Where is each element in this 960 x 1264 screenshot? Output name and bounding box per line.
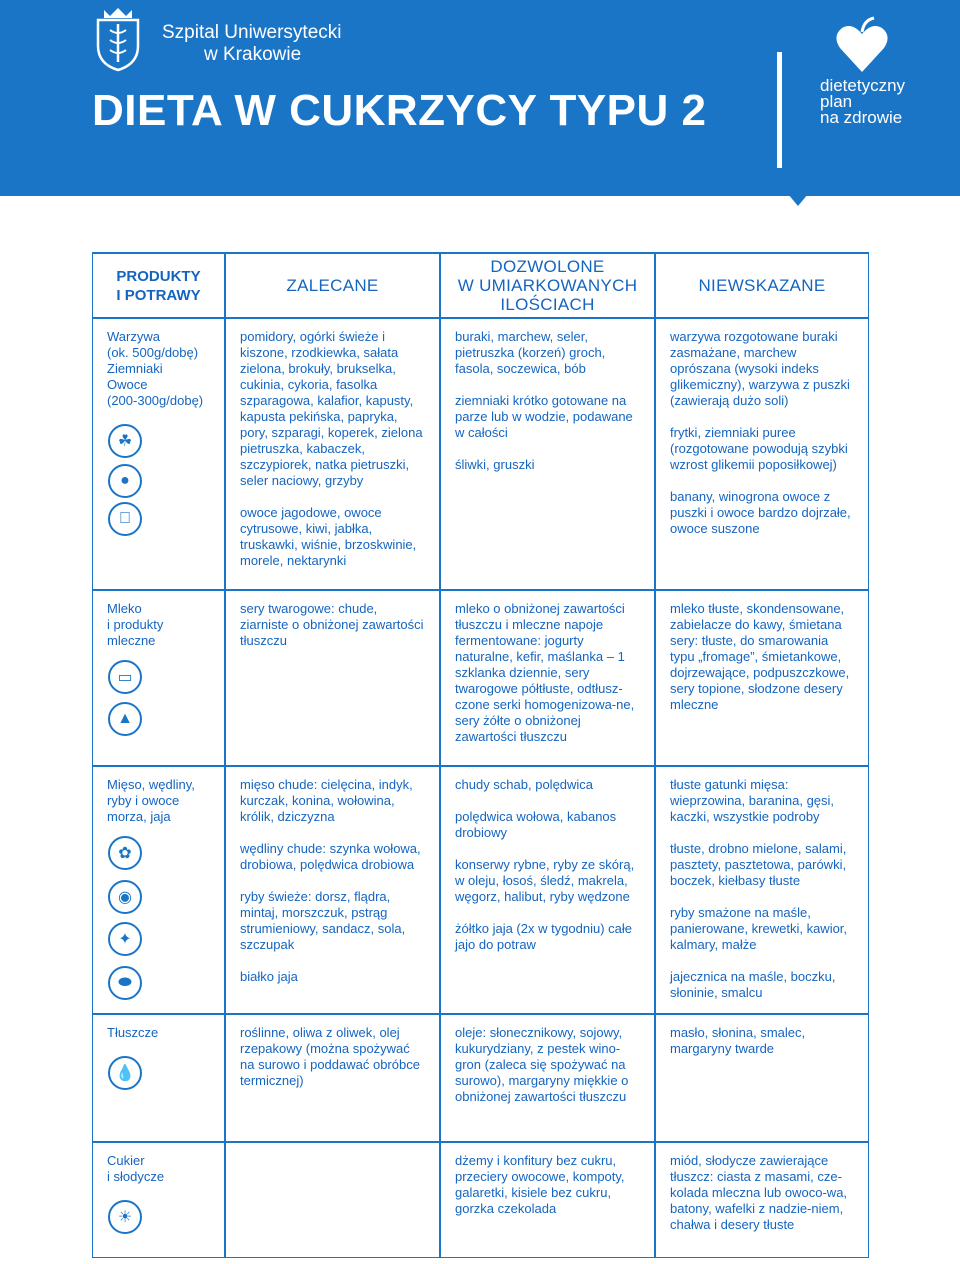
row-veg-mod-2: ziemniaki krótko gotowane na parze lub w wodzie, podawane w całości (455, 393, 633, 440)
row-veg-cat-l4: Owoce (107, 377, 148, 392)
row-sweet-not-recommended (655, 1142, 869, 1258)
row-sweet-moderate (440, 1142, 655, 1258)
row-dairy-cat-l3: mleczne (107, 633, 156, 648)
hospital-name-line2: w Krakowie (204, 44, 302, 65)
divider (777, 52, 782, 168)
row-sweet-cat-l1: Cukier (107, 1153, 145, 1168)
sweets-icon: ☀ (108, 1200, 142, 1234)
row-veg-recommended (225, 318, 440, 590)
milk-bottle-icon: ▭ (108, 660, 142, 694)
col-header-products-l1: PRODUKTY (116, 267, 201, 285)
row-fat-mod-1: oleje: słonecznikowy, sojowy, kukurydziany, z pestek wino-gron (zaleca się spożywać na surowo), margaryny miękkie o obniżonej zawartości tłuszczu (455, 1025, 629, 1104)
row-fat-rec-1: roślinne, oliwa z oliwek, olej rzepakowy (można spożywać na surowo i poddawać obróbce termicznej) (240, 1025, 420, 1088)
row-fat-moderate (440, 1014, 655, 1142)
hospital-name-line1: Szpital Uniwersytecki (162, 22, 342, 43)
hospital-crest-logo (90, 6, 146, 72)
row-meat-rec-2: wędliny chude: szynka wołowa, drobiowa, polędwica drobiowa (240, 841, 421, 872)
hospital-name (162, 22, 342, 66)
row-meat-mod-1: chudy schab, polędwica (455, 777, 594, 792)
row-veg-no-2: frytki, ziemniaki puree (rozgotowane powodują szybki wzrost glikemii poposiłkowej) (670, 425, 848, 472)
col-header-products (92, 252, 225, 318)
row-veg-mod-1: buraki, marchew, seler, pietruszka (korzeń) groch, fasola, soczewica, bób (455, 329, 606, 376)
row-fat-cat-l1: Tłuszcze (107, 1025, 159, 1040)
row-fat-not-recommended (655, 1014, 869, 1142)
apple-icon (108, 502, 142, 536)
row-sweet-recommended (225, 1142, 440, 1258)
col-header-recommended-label: ZALECANE (286, 276, 379, 295)
row-veg-category (92, 318, 225, 590)
row-meat-not-recommended (655, 766, 869, 1014)
row-veg-cat-l1: Warzywa (107, 329, 160, 344)
row-dairy-not-recommended (655, 590, 869, 766)
row-dairy-recommended (225, 590, 440, 766)
row-dairy-moderate (440, 590, 655, 766)
row-veg-mod-3: śliwki, gruszki (455, 457, 535, 472)
row-veg-rec-fruits: owoce jagodowe, owoce cytrusowe, kiwi, jabłka, truskawki, wiśnie, brzoskwinie, morele, nektarynki (240, 505, 417, 568)
heart-apple-icon (834, 14, 890, 74)
row-fat-recommended (225, 1014, 440, 1142)
row-meat-recommended (225, 766, 440, 1014)
egg-icon: ⬬ (108, 966, 142, 1000)
row-meat-moderate (440, 766, 655, 1014)
row-sweet-cat-l2: i słodycze (107, 1169, 165, 1184)
row-veg-rec-vegetables: pomidory, ogórki świeże i kiszone, rzodkiewka, sałata zielona, brokuły, brukselka, cukinia, cykoria, fasolka szparagowa, kalafior, kapusty, kapusta pekińska, papryka, pory, szparagi, koperek, zielona pietruszka, kabaczek, szczypiorek, natka pietruszki, seler naciowy, grzyby (240, 329, 423, 488)
row-veg-moderate (440, 318, 655, 590)
row-dairy-no-1: mleko tłuste, skondensowane, zabielacze do kawy, śmietana sery: tłuste, do smarowania typu „fromage”, śmietankowe, dojrzewające, podpuszczkowe, sery topione, słodzone desery mleczne (670, 601, 850, 712)
row-meat-mod-4: żółtko jaja (2x w tygodniu) całe jajo do potraw (455, 921, 633, 952)
row-meat-rec-4: białko jaja (240, 969, 298, 984)
header-banner (0, 0, 960, 196)
col-header-moderate-l2: W UMIARKOWANYCH (457, 276, 638, 295)
row-sweet-mod-1: dżemy i konfitury bez cukru, przeciery owocowe, kompoty, galaretki, kisiele bez cukru, gorzka czekolada (455, 1153, 625, 1216)
row-dairy-cat-l2: i produkty (107, 617, 164, 632)
page-title: DIETA W CUKRZYCY TYPU 2 (92, 86, 707, 135)
row-veg-cat-l3: Ziemniaki (107, 361, 163, 376)
header-notch (788, 194, 808, 206)
row-meat-mod-3: konserwy rybne, ryby ze skórą, w oleju, łosoś, śledź, makrela, węgorz, halibut, ryby wędzone (455, 857, 635, 904)
row-veg-no-1: warzywa rozgotowane buraki zasmażane, marchew oprószana (wysoki indeks glikemiczny), warzywa z puszki (zawierają dużo soli) (670, 329, 850, 408)
brand-line3: na zdrowie (820, 108, 903, 127)
row-meat-rec-3: ryby świeże: dorsz, flądra, mintaj, morszczuk, pstrąg strumieniowy, sandacz, sola, szczupak (240, 889, 406, 952)
col-header-moderate-l3: ILOŚCIACH (500, 295, 595, 314)
row-meat-cat-l1: Mięso, wędliny, (107, 777, 195, 792)
col-header-products-l2: I POTRAWY (116, 286, 201, 304)
row-dairy-mod-1: mleko o obniżonej zawartości tłuszczu i mleczne napoje fermentowane: jogurty naturalne, kefir, maślanka – 1 szklanka dziennie, sery twarogowe półtłuste, odtłusz-czone serki homogenizowa-ne, sery żółte o obniżonej zawartości tłuszczu (455, 601, 635, 744)
col-header-moderate-l1: DOZWOLONE (490, 257, 605, 276)
brand-logo-text (820, 78, 905, 126)
row-veg-cat-l2: (ok. 500g/dobę) (107, 345, 199, 360)
row-meat-no-2: tłuste, drobno mielone, salami, pasztety, pasztetowa, parówki, boczek, kiełbasy tłuste (670, 841, 847, 888)
col-header-not-recommended (655, 252, 869, 318)
row-meat-rec-1: mięso chude: cielęcina, indyk, kurczak, konina, wołowina, królik, dziczyzna (240, 777, 413, 824)
row-veg-cat-l5: (200-300g/dobę) (107, 393, 204, 408)
row-meat-mod-2: polędwica wołowa, kabanos drobiowy (455, 809, 617, 840)
brand-line2: plan (820, 92, 853, 111)
vegetable-icon: ☘ (108, 424, 142, 458)
brand-line1: dietetyczny (820, 76, 906, 95)
cheese-icon: ▲ (108, 702, 142, 736)
row-meat-cat-l2: ryby i owoce (107, 793, 180, 808)
col-header-recommended (225, 252, 440, 318)
row-sweet-category (92, 1142, 225, 1258)
row-veg-no-3: banany, winogrona owoce z puszki i owoce bardzo dojrzałe, owoce suszone (670, 489, 851, 536)
chicken-icon: ✿ (108, 836, 142, 870)
sausage-icon: ◉ (108, 880, 142, 914)
potato-icon: ● (108, 464, 142, 498)
row-fat-no-1: masło, słonina, smalec, margaryny twarde (670, 1025, 806, 1056)
row-dairy-cat-l1: Mleko (107, 601, 142, 616)
row-meat-cat-l3: morza, jaja (107, 809, 171, 824)
col-header-not-recommended-label: NIEWSKAZANE (698, 276, 826, 295)
row-meat-no-1: tłuste gatunki mięsa: wieprzowina, baranina, gęsi, kaczki, wszystkie podroby (670, 777, 835, 824)
row-meat-no-4: jajecznica na maśle, boczku, słoninie, smalcu (670, 969, 836, 1000)
col-header-moderate (440, 252, 655, 318)
row-sweet-no-1: miód, słodycze zawierające tłuszcz: ciasta z masami, cze-kolada mleczna lub owoco-wa, batony, wafelki z nadzie-niem, chałwa i desery tłuste (670, 1153, 848, 1232)
oil-drop-icon: 💧 (108, 1056, 142, 1090)
row-veg-not-recommended (655, 318, 869, 590)
row-dairy-rec-1: sery twarogowe: chude, ziarniste o obniżonej zawartości tłuszczu (240, 601, 424, 648)
fish-icon: ✦ (108, 922, 142, 956)
row-meat-no-3: ryby smażone na maśle, panierowane, krewetki, kawior, kalmary, małże (670, 905, 848, 952)
